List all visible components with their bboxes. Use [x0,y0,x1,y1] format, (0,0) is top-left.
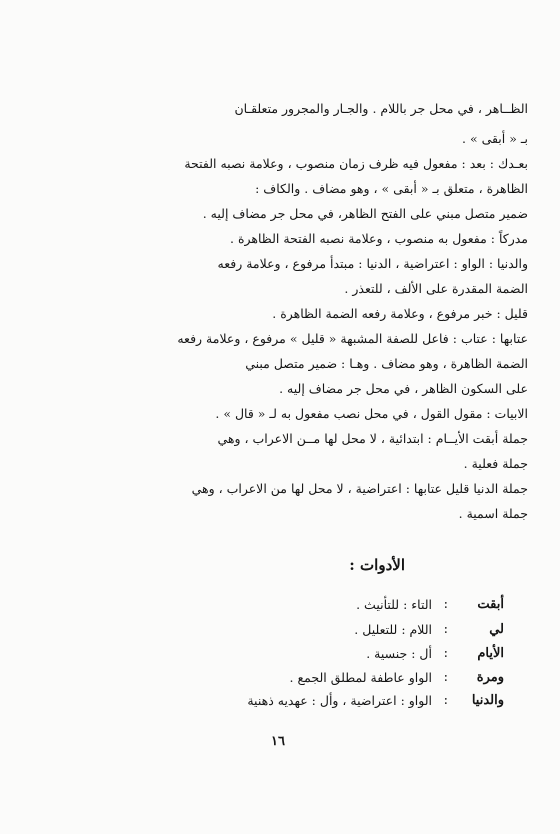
text-line-12: على السكون الظاهر ، في محل جر مضاف إليه . [279,381,528,396]
text-line-17: جملة اسمية . [458,506,528,521]
text-line-7: والدنيا : الواو : اعتراضية ، الدنيا : مبتدأ مرفوع ، وعلامة رفعه [217,256,528,271]
tool-term-2: لي [489,622,504,637]
tool-term-4: ومرة [476,670,504,685]
tool-desc-5: الواو : اعتراضية ، وأل : عهديه ذهنية [247,693,432,708]
tool-colon-2: : [443,622,448,637]
text-line-16: جملة الدنيا قليل عتابها : اعتراضية ، لا محل لها من الاعراب ، وهي [191,481,528,496]
tool-colon-1: : [443,597,448,612]
tool-desc-3: أل : جنسية . [366,646,432,661]
text-line-13: الابيات : مقول القول ، في محل نصب مفعول به لـ « قال » . [215,406,528,421]
tool-desc-4: الواو عاطفة لمطلق الجمع . [289,670,432,685]
tool-term-5: والدنيا [471,693,504,708]
tool-colon-3: : [443,646,448,661]
tool-colon-5: : [443,693,448,708]
tool-desc-2: اللام : للتعليل . [354,622,432,637]
text-line-14: جملة أبقت الأيــام : ابتدائية ، لا محل لها مــن الاعراب ، وهي [217,431,528,446]
text-line-5: ضمير متصل مبني على الفتح الظاهر، في محل جر مضاف إليه . [202,206,528,221]
tool-term-1: أبقت [477,597,504,612]
text-line-6: مدركاً : مفعول به منصوب ، وعلامة نصبه الفتحة الظاهرة . [230,231,528,246]
text-line-8: الضمة المقدرة على الألف ، للتعذر . [344,281,528,296]
page-number: ١٦ [271,734,285,749]
text-line-15: جملة فعلية . [463,456,528,471]
tool-term-3: الأيام [477,646,504,661]
text-line-9: قليل : خبر مرفوع ، وعلامة رفعه الضمة الظاهرة . [272,306,528,321]
text-line-4: الظاهرة ، متعلق بـ « أبقى » ، وهو مضاف . والكاف : [255,181,528,196]
text-line-2: بـ « أبقى » . [462,131,528,146]
tools-heading: الأدوات : [349,556,405,574]
text-line-10: عتابها : عتاب : فاعل للصفة المشبهة « قليل » مرفوع ، وعلامة رفعه [177,331,528,346]
text-line-1: الظــاهر ، في محل جر باللام . والجـار والمجرور متعلقـان [234,101,528,116]
text-line-11: الضمة الظاهرة ، وهو مضاف . وهـا : ضمير متصل مبني [245,356,528,371]
tool-colon-4: : [443,670,448,685]
text-line-3: بعـدك : بعد : مفعول فيه ظرف زمان منصوب ، وعلامة نصبه الفتحة [184,156,528,171]
tool-desc-1: التاء : للتأنيث . [356,597,432,612]
